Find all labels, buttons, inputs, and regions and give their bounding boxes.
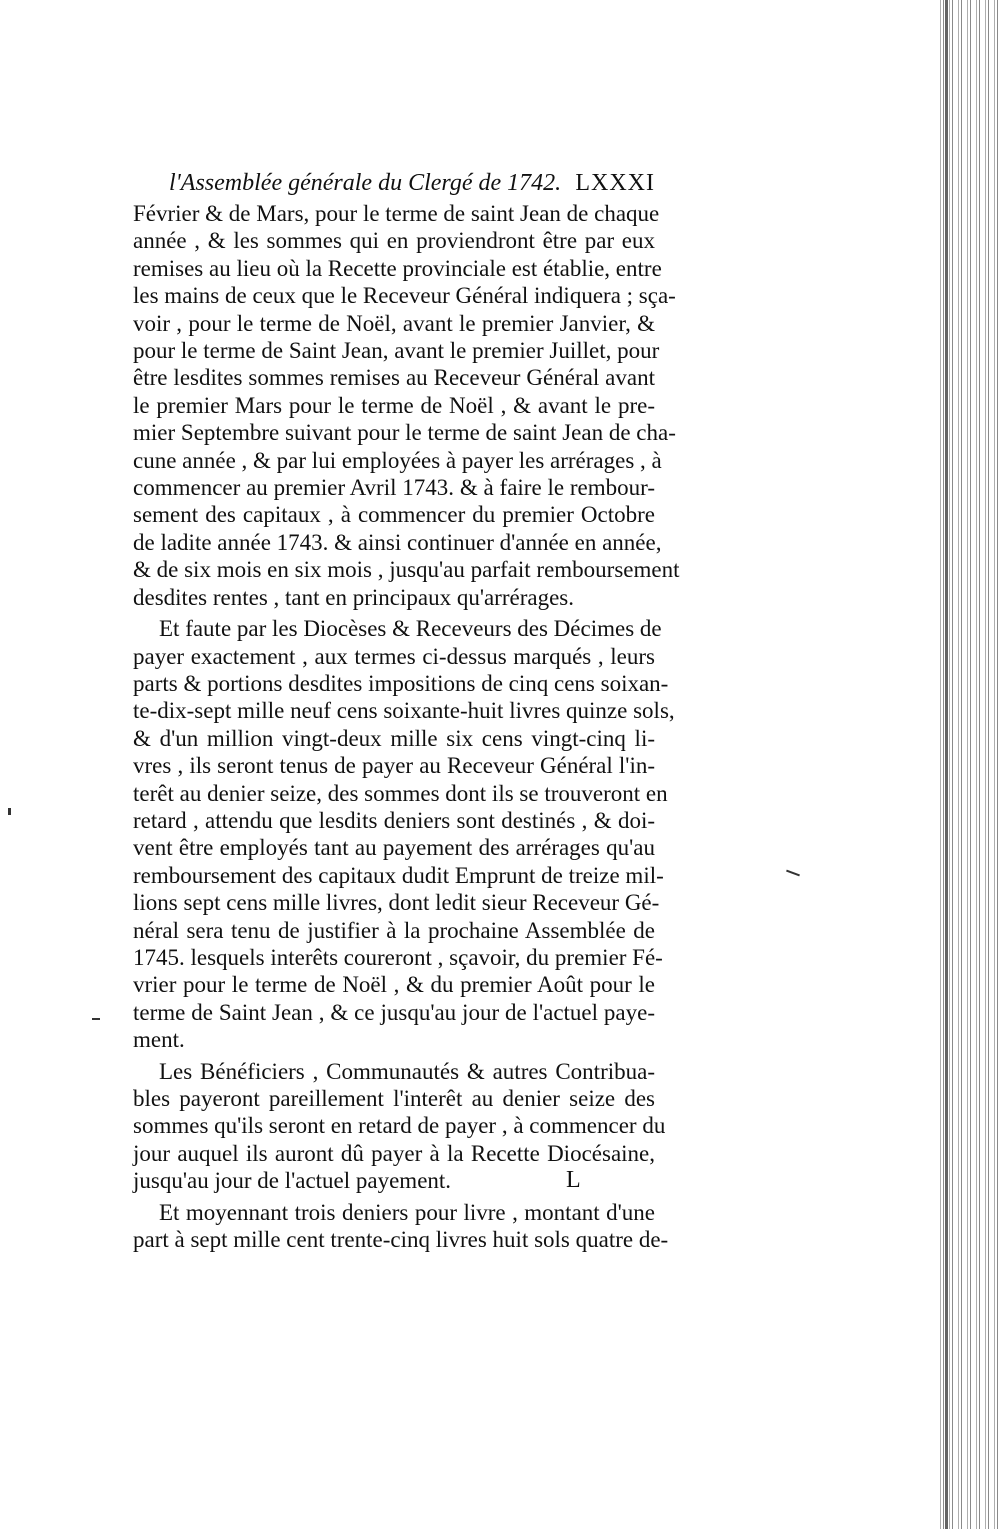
- text-line: pour le terme de Saint Jean, avant le premier Juillet, pour: [133, 338, 660, 364]
- text-line: bles payeront pareillement l'interêt au denier seize des: [133, 1086, 655, 1111]
- text-line: sommes qu'ils seront en retard de payer , à commencer du: [133, 1113, 666, 1139]
- text-line: jusqu'au jour de l'actuel payement.: [133, 1168, 452, 1194]
- text-line: commencer au premier Avril 1743. & à faire le rembour-: [133, 475, 655, 501]
- text-line: lions sept cens mille livres, dont ledit sieur Receveur Gé-: [133, 890, 660, 916]
- text-line: ment.: [133, 1027, 185, 1053]
- text-line: terêt au denier seize, des sommes dont ils se trouveront en: [133, 780, 668, 806]
- margin-speck: [92, 1018, 100, 1020]
- text-line: remboursement des capitaux dudit Emprunt de treize mil-: [133, 862, 664, 888]
- text-line: mier Septembre suivant pour le terme de saint Jean de cha-: [133, 420, 676, 446]
- catchword: L: [566, 1167, 581, 1193]
- text-line: part à sept mille cent trente-cinq livres huit sols quatre de-: [133, 1227, 669, 1253]
- text-line: te-dix-sept mille neuf cens soixante-huit livres quinze sols,: [133, 698, 675, 724]
- text-line: jour auquel ils auront dû payer à la Recette Diocésaine,: [133, 1140, 655, 1166]
- text-line: 1745. lesquels interêts coureront , sçavoir, du premier Fé-: [133, 944, 663, 970]
- text-line: Et faute par les Diocèses & Receveurs des Décimes de: [159, 616, 662, 642]
- text-line: terme de Saint Jean , & ce jusqu'au jour de l'actuel paye-: [133, 999, 655, 1025]
- text-line: & de six mois en six mois , jusqu'au parfait remboursement: [133, 557, 680, 583]
- text-block: [133, 166, 680, 1253]
- text-line: néral sera tenu de justifier à la prochaine Assemblée de: [133, 917, 655, 943]
- text-line: année , & les sommes qui en proviendront être par eux: [133, 228, 655, 254]
- text-line: remises au lieu où la Recette provinciale est établie, entre: [133, 255, 662, 281]
- text-line: vent être employés tant au payement des arrérages qu'au: [133, 835, 655, 861]
- margin-speck: [786, 870, 800, 877]
- text-line: payer exactement , aux termes ci-dessus marqués , leurs: [133, 643, 655, 669]
- text-line: les mains de ceux que le Receveur Général indiquera ; sça-: [133, 283, 676, 309]
- text-line: Et moyennant trois deniers pour livre , montant d'une: [159, 1199, 655, 1225]
- paragraph: [133, 200, 680, 611]
- paragraph: [133, 1199, 669, 1254]
- text-line: voir , pour le terme de Noël, avant le premier Janvier, &: [133, 310, 655, 336]
- text-line: être lesdites sommes remises au Receveur Général avant: [133, 365, 655, 391]
- text-line: de ladite année 1743. & ainsi continuer d'année en année,: [133, 529, 662, 555]
- paragraph: [133, 615, 675, 1054]
- text-line: Février & de Mars, pour le terme de saint Jean de chaque: [133, 201, 660, 226]
- text-line: cune année , & par lui employées à payer les arrérages , à: [133, 447, 662, 473]
- binding-edge: [945, 0, 948, 1529]
- running-head: [133, 166, 655, 200]
- text-line: vres , ils seront tenus de payer au Receveur Général l'in-: [133, 753, 655, 779]
- page-folio: LXXXI: [575, 170, 655, 196]
- text-line: vrier pour le terme de Noël , & du premier Août pour le: [133, 972, 655, 998]
- text-line: desdites rentes , tant en principaux qu'arrérages.: [133, 584, 574, 610]
- text-line: le premier Mars pour le terme de Noël , & avant le pre-: [133, 392, 655, 418]
- text-line: Les Bénéficiers , Communautés & autres Contribua-: [159, 1058, 655, 1084]
- text-line: & d'un million vingt-deux mille six cens vingt-cinq li-: [133, 725, 655, 751]
- margin-speck: [8, 808, 11, 815]
- body-text: [133, 200, 680, 1253]
- text-line: parts & portions desdites impositions de cinq cens soixan-: [133, 670, 669, 696]
- text-line: sement des capitaux , à commencer du premier Octobre: [133, 502, 655, 528]
- text-line: retard , attendu que lesdits deniers sont destinés , & doi-: [133, 807, 655, 833]
- running-head-title: l'Assemblée générale du Clergé de 1742.: [169, 170, 562, 196]
